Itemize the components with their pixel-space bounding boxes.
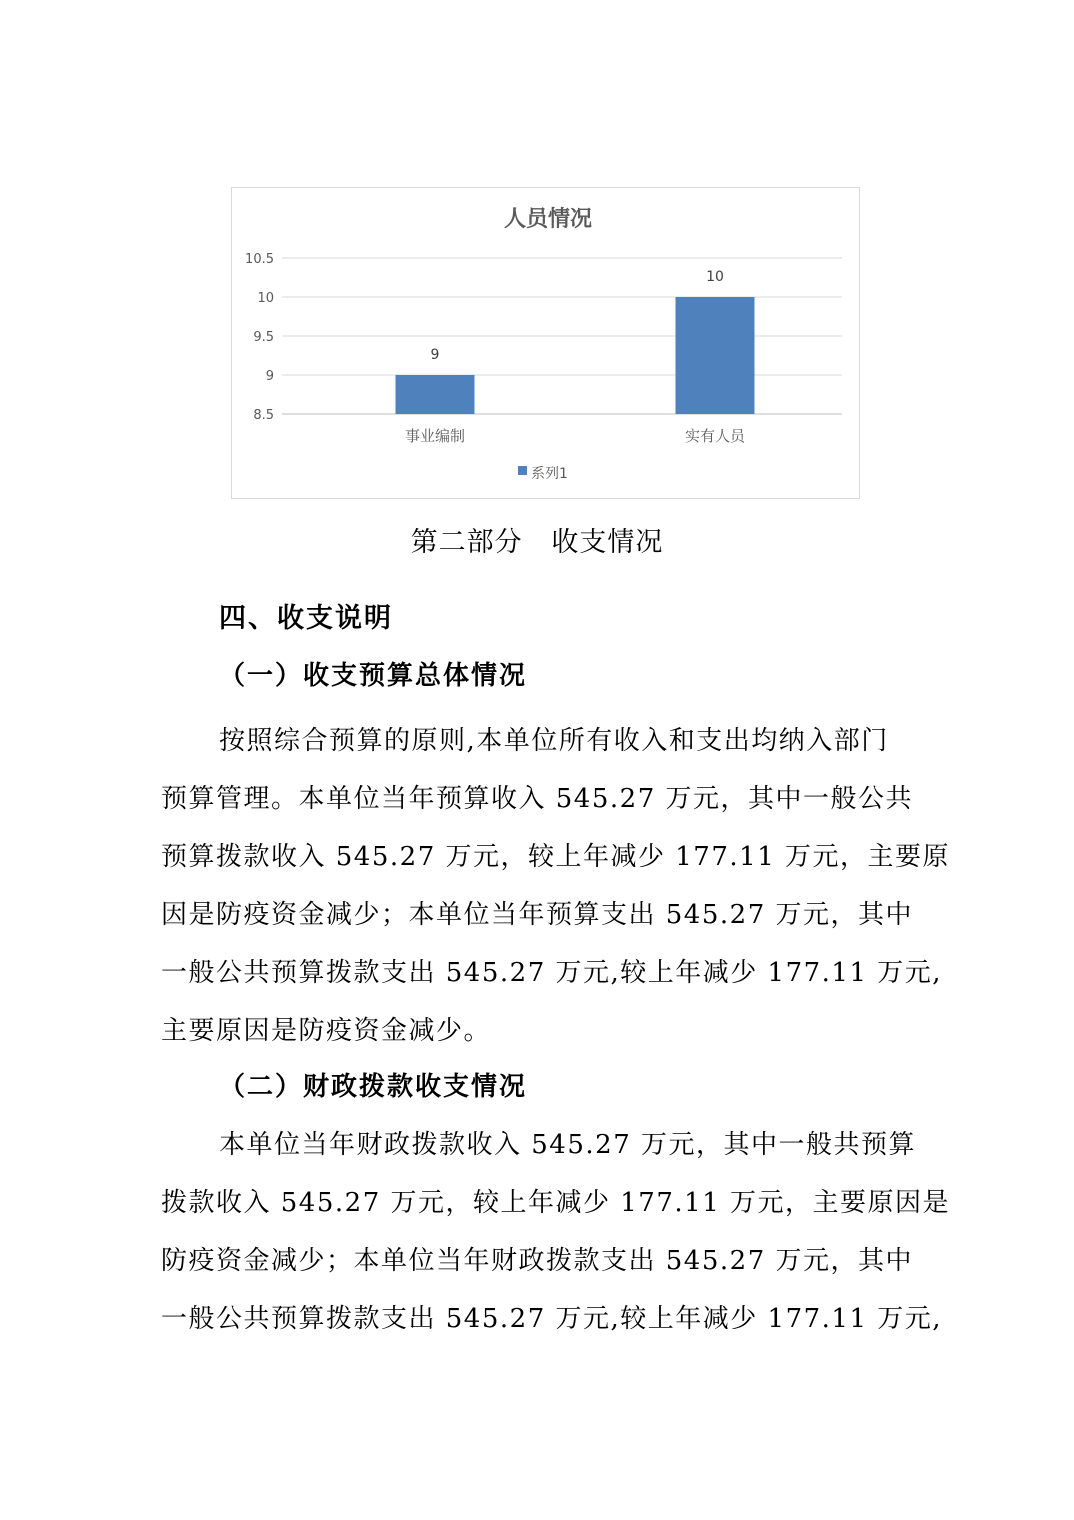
legend-label: 系列1: [531, 466, 568, 482]
data-label: 9: [430, 347, 440, 363]
y-tick-label: 9: [265, 369, 274, 384]
chart-title: 人员情况: [503, 207, 593, 232]
subsection-heading-1: （一）收支预算总体情况: [219, 661, 528, 691]
y-tick-label: 8.5: [253, 408, 274, 423]
category-label: 事业编制: [404, 427, 466, 445]
section-heading: 四、收支说明: [219, 603, 393, 634]
data-label: 10: [706, 269, 724, 285]
para1-line-4: 因是防疫资金减少；本单位当年预算支出 545.27 万元，其中: [161, 900, 914, 930]
para2-line-1: 本单位当年财政拨款收入 545.27 万元，其中一般共预算: [219, 1130, 917, 1160]
y-tick-label: 9.5: [253, 330, 274, 345]
staff-chart: [231, 187, 860, 499]
para2-line-4: 一般公共预算拨款支出 545.27 万元,较上年减少 177.11 万元,: [161, 1304, 943, 1334]
y-tick-label: 10.5: [245, 252, 274, 267]
para1-line-2: 预算管理。本单位当年预算收入 545.27 万元，其中一般公共: [161, 784, 914, 814]
chart-svg: [232, 188, 861, 500]
legend: [518, 466, 568, 482]
para2-line-3: 防疫资金减少；本单位当年财政拨款支出 545.27 万元，其中: [161, 1246, 914, 1276]
para1-line-6: 主要原因是防疫资金减少。: [161, 1016, 492, 1046]
para2-line-2: 拨款收入 545.27 万元，较上年减少 177.11 万元，主要原因是: [161, 1188, 951, 1218]
y-tick-label: 10: [257, 291, 274, 306]
para1-line-5: 一般公共预算拨款支出 545.27 万元,较上年减少 177.11 万元,: [161, 958, 943, 988]
legend-swatch: [518, 466, 527, 475]
part-heading: 第二部分 收支情况: [410, 527, 664, 558]
category-label: 实有人员: [684, 427, 746, 445]
subsection-heading-2: （二）财政拨款收支情况: [219, 1072, 528, 1102]
para1-line-3: 预算拨款收入 545.27 万元，较上年减少 177.11 万元，主要原: [161, 842, 951, 872]
bar-2: [676, 297, 755, 414]
para1-line-1: 按照综合预算的原则,本单位所有收入和支出均纳入部门: [219, 726, 889, 756]
bar-1: [396, 375, 475, 414]
